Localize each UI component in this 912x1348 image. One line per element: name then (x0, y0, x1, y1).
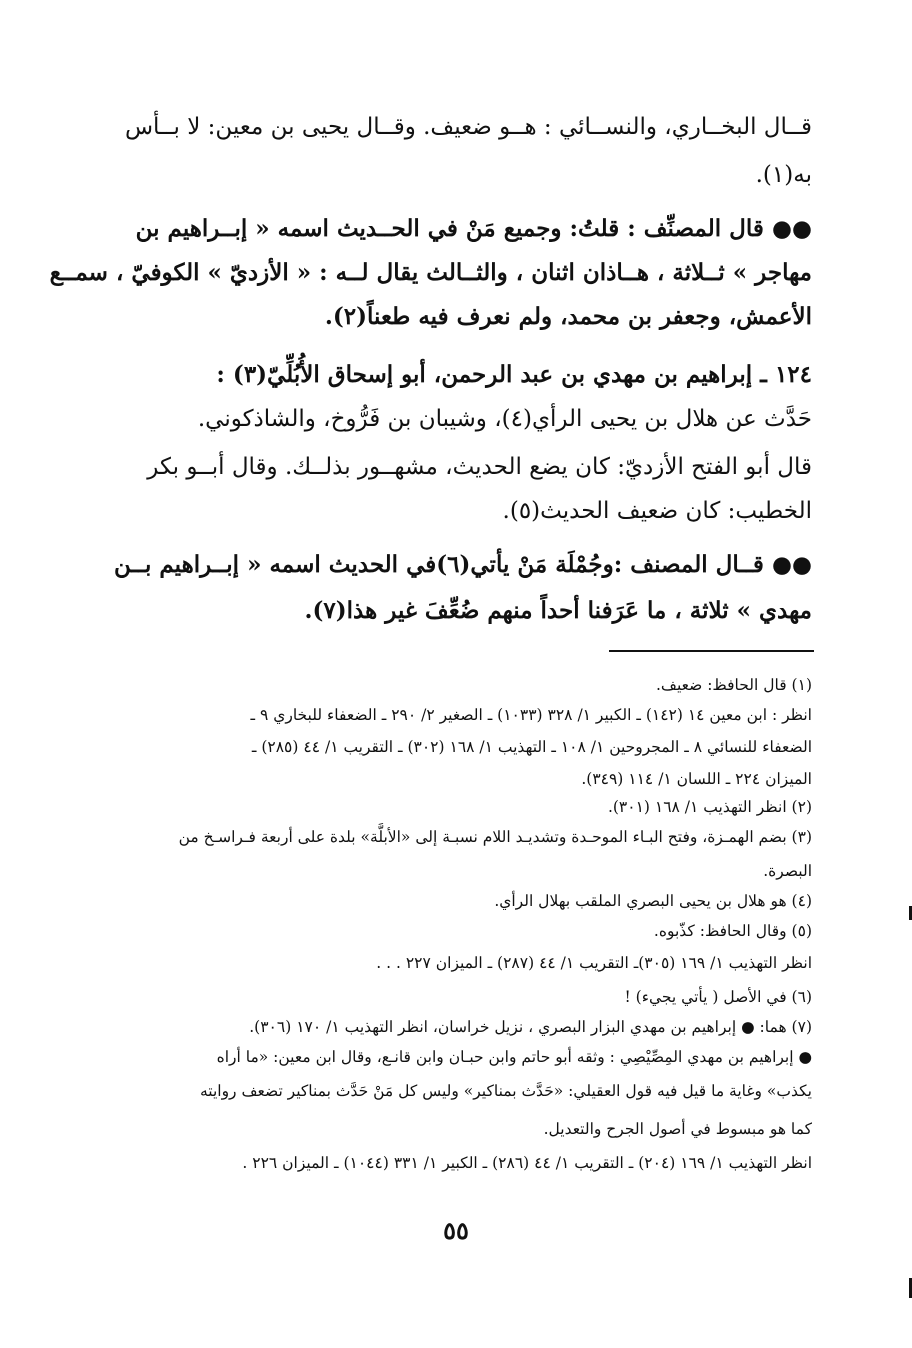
footnote-line-8: (٤) هو هلال بن يحيى البصري الملقب بهلال الرأي. (494, 892, 812, 910)
entry-heading-124: ١٢٤ ـ إبراهيم بن مهدي بن عبد الرحمن، أبو إسحاق الأُبُلِّيّ(٣) : (216, 361, 812, 388)
footnote-line-15: كما هو مبسوط في أصول الجرح والتعديل. (543, 1120, 812, 1138)
footnote-line-7: البصرة. (763, 862, 812, 880)
footnote-line-3: الضعفاء للنسائي ٨ ـ المجروحين ١/ ١٠٨ ـ التهذيب ١/ ١٦٨ (٣٠٢) ـ التقريب ١/ ٤٤ (٢٨٥) ـ (251, 738, 812, 756)
body-line-11: مهدي » ثلاثة ، ما عَرَفنا أحداً منهم ضُعِّفَ غير هذا(٧). (304, 597, 812, 624)
body-line-2: به(١). (755, 162, 812, 188)
body-line-7: حَدَّث عن هلال بن يحيى الرأي(٤)، وشيبان بن فَرُّوخ، والشاذكوني. (197, 406, 812, 432)
footnote-line-6: (٣) بضم الهمـزة، وفتح البـاء الموحـدة وتشديـد اللام نسبـة إلى «الأبلَّة» بلدة على أربعة فـراسـخ من (178, 828, 812, 846)
footnote-line-4: الميزان ٢٢٤ ـ اللسان ١/ ١١٤ (٣٤٩). (581, 770, 812, 788)
footnote-line-9: (٥) وقال الحافظ: كذّبوه. (653, 922, 812, 940)
footnote-line-16: انظر التهذيب ١/ ١٦٩ (٢٠٤) ـ التقريب ١/ ٤٤ (٢٨٦) ـ الكبير ١/ ٣٣١ (١٠٤٤) ـ الميزان ٢٢٦ . (242, 1154, 812, 1172)
footnote-line-14: يكذب» وغاية ما قيل فيه قول العقيلي: «حَدَّث بمناكير» وليس كل مَنْ حَدَّث بمناكير تضعف روايته (199, 1082, 812, 1100)
footnote-line-12: (٧) هما: ● إبراهيم بن مهدي البزار البصري ، نزيل خراسان، انظر التهذيب ١/ ١٧٠ (٣٠٦). (249, 1018, 812, 1036)
footnote-line-10: انظر التهذيب ١/ ١٦٩ (٣٠٥)ـ التقريب ١/ ٤٤ (٢٨٧) ـ الميزان ٢٢٧ . . . (376, 954, 812, 972)
page-number: ٥٥ (443, 1216, 469, 1245)
footnote-line-11: (٦) في الأصل ( يأتي يجيء) ! (624, 988, 812, 1006)
body-line-1: قــال البخــاري، والنســائي : هــو ضعيف. وقــال يحيى بن معين: لا بــأس (124, 114, 812, 140)
footnote-line-13: ● إبراهيم بن مهدي المِصِّيْصِي : وثقه أبو حاتم وابن حبـان وابن قانـع، وقال ابن معين: «ما أراه (216, 1048, 812, 1066)
footnote-line-2: انظر : ابن معين ١٤ (١٤٢) ـ الكبير ١/ ٣٢٨ (١٠٣٣) ـ الصغير ٢/ ٢٩٠ ـ الضعفاء للبخاري ٩ ـ (250, 706, 812, 724)
footnote-line-5: (٢) انظر التهذيب ١/ ١٦٨ (٣٠١). (607, 798, 812, 816)
footnote-separator (609, 650, 814, 652)
body-line-9: الخطيب: كان ضعيف الحديث(٥). (502, 498, 812, 524)
body-line-4: مهاجر » ثــلاثة ، هــاذان اثنان ، والثــالث يقال لــه : « الأزديّ » الكوفيّ ، سمــع (49, 259, 812, 286)
body-line-10: ●● قــال المصنف :وجُمْلَة مَنْ يأتي(٦)في الحديث اسمه « إبــراهيم بــن (113, 551, 812, 578)
body-line-3: ●● قال المصنِّف : قلتُ: وجميع مَنْ في الحــديث اسمه « إبــراهيم بن (135, 215, 812, 242)
footnote-line-1: (١) قال الحافظ: ضعيف. (655, 676, 812, 694)
body-line-8: قال أبو الفتح الأزديّ: كان يضع الحديث، مشهــور بذلــك. وقال أبــو بكر (147, 454, 812, 480)
body-line-5: الأعمش، وجعفر بن محمد، ولم نعرف فيه طعناً(٢). (324, 303, 812, 330)
